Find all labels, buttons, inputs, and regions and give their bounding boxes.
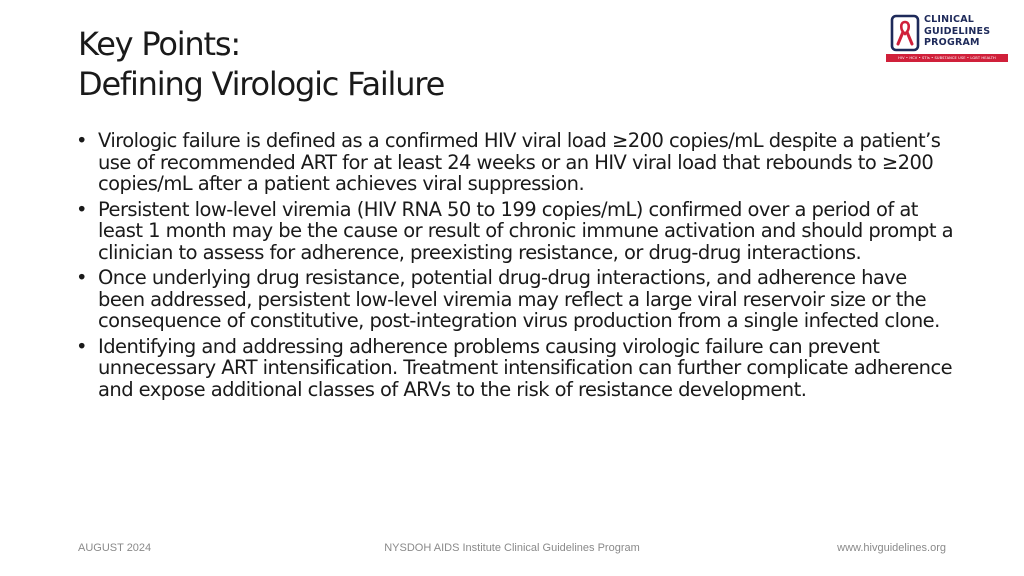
bullet-dot: •	[76, 129, 87, 152]
title-line-1: Key Points:	[78, 25, 240, 63]
title-line-2: Defining Virologic Failure	[78, 65, 445, 103]
bullet-dot: •	[76, 266, 87, 289]
bullet-item	[76, 336, 956, 401]
bullet-dot: •	[76, 334, 87, 358]
bullet-text: Virologic failure is defined as a confirmed HIV viral load ≥200 copies/mL despite a patient’s use of recommended ART for at least 24 weeks or an HIV viral load that rebounds to ≥200 copies/mL after a patient achieves viral suppression.	[98, 129, 941, 195]
bullet-dot: •	[76, 197, 87, 221]
red-ribbon-icon	[890, 14, 920, 52]
logo-wordmark	[924, 14, 1008, 49]
footer-program: NYSDOH AIDS Institute Clinical Guidelines Program	[384, 542, 640, 554]
bullet-text: Once underlying drug resistance, potential drug-drug interactions, and adherence have been addressed, persistent low-level viremia may reflect a large viral reservoir size or the consequence of constitutive, post-integration virus production from a single infected clone.	[98, 266, 940, 332]
clinical-guidelines-program-logo	[886, 12, 1008, 64]
footer-date: AUGUST 2024	[78, 542, 152, 554]
footer-url: www.hivguidelines.org	[837, 542, 946, 554]
bullet-text: Identifying and addressing adherence problems causing virologic failure can prevent unnecessary ART intensification. Treatment intensification can further complicate adherence and expose additional classes of ARVs to the risk of resistance development.	[98, 334, 953, 401]
logo-tagline-band: HIV • HCV • STIs • SUBSTANCE USE • LGBT HEALTH	[886, 54, 1008, 62]
logo-line-1: CLINICAL	[924, 14, 975, 25]
slide-title	[78, 24, 838, 104]
bullet-text: Persistent low-level viremia (HIV RNA 50 to 199 copies/mL) confirmed over a period of at least 1 month may be the cause or result of chronic immune activation and should prompt a clinician to assess for adherence, preexisting resistance, or drug-drug interactions.	[98, 197, 954, 264]
key-points-list	[76, 130, 956, 404]
bullet-item	[76, 199, 956, 264]
logo-line-3: PROGRAM	[924, 37, 980, 48]
bullet-item	[76, 130, 956, 195]
logo-line-2: GUIDELINES	[924, 25, 991, 37]
bullet-item	[76, 267, 956, 332]
